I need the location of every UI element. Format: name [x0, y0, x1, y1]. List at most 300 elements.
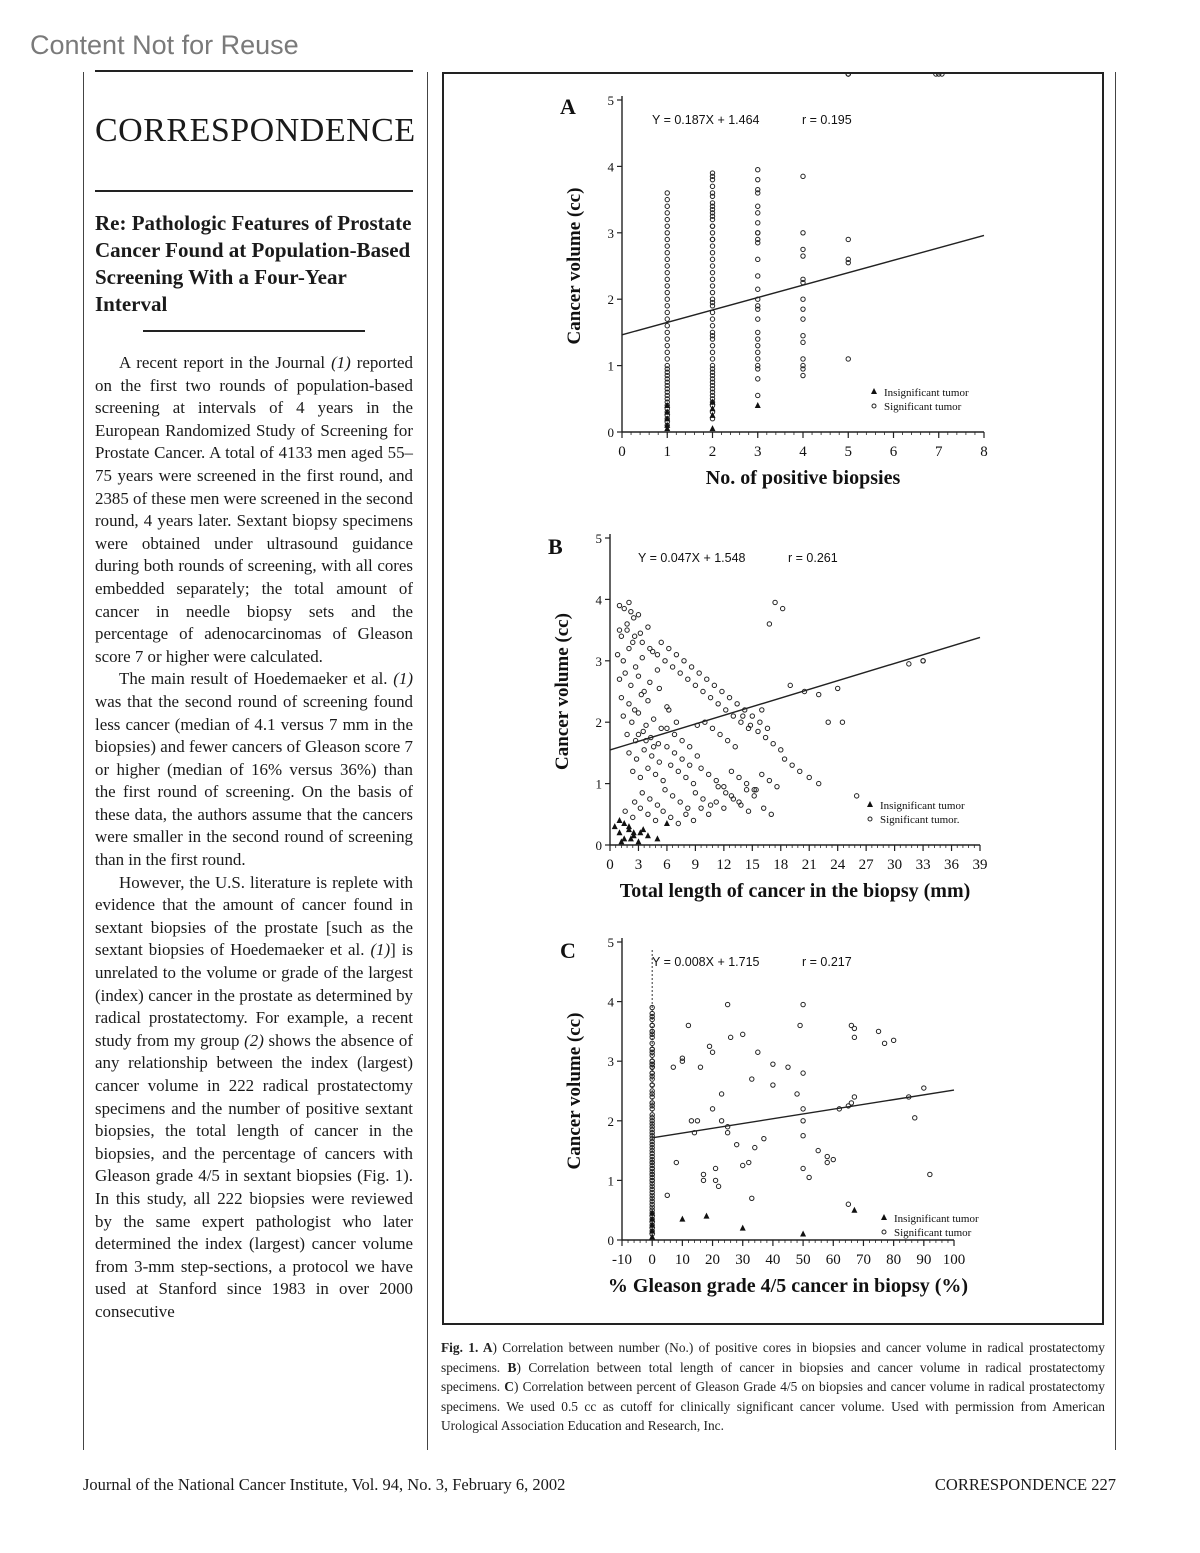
significant-tumor-point — [631, 815, 635, 819]
legend-entry: Insignificant tumor — [884, 387, 969, 399]
significant-tumor-point — [665, 745, 669, 749]
y-tick-label: 1 — [595, 776, 602, 792]
significant-tumor-point — [756, 274, 760, 278]
significant-tumor-point — [665, 264, 669, 268]
significant-tumor-point — [665, 297, 669, 301]
x-tick-label: 60 — [825, 1252, 841, 1268]
significant-tumor-point — [665, 270, 669, 274]
significant-tumor-point — [667, 646, 671, 650]
paragraph-citation: (1) — [370, 940, 391, 960]
x-tick-label: 33 — [915, 857, 931, 873]
significant-tumor-point — [698, 1065, 702, 1069]
significant-tumor-point — [710, 257, 714, 261]
paragraph-citation: (1) — [331, 353, 351, 372]
significant-tumor-point — [646, 766, 650, 770]
significant-tumor-point — [795, 1092, 799, 1096]
significant-tumor-point — [630, 720, 634, 724]
significant-tumor-point — [674, 1160, 678, 1164]
significant-tumor-point — [676, 821, 680, 825]
significant-tumor-point — [831, 1157, 835, 1161]
significant-tumor-point — [665, 224, 669, 228]
significant-tumor-point — [708, 803, 712, 807]
article-headline: Re: Pathologic Features of Prostate Cancer Found at Population-Based Screening With a Four-Year Interval — [95, 211, 412, 316]
legend-triangle-marker — [881, 1214, 887, 1220]
y-tick-label: 5 — [607, 935, 614, 950]
significant-tumor-point — [640, 640, 644, 644]
x-tick-label: 0 — [618, 444, 626, 460]
significant-tumor-point — [786, 1065, 790, 1069]
significant-tumor-point — [882, 1041, 886, 1045]
significant-tumor-point — [801, 1166, 805, 1170]
significant-tumor-point — [631, 640, 635, 644]
significant-tumor-point — [622, 606, 626, 610]
significant-tumor-point — [623, 809, 627, 813]
significant-tumor-point — [653, 818, 657, 822]
section-title: CORRESPONDENCE — [95, 112, 416, 149]
significant-tumor-point — [701, 797, 705, 801]
y-tick-label: 3 — [595, 653, 602, 669]
significant-tumor-point — [665, 343, 669, 347]
significant-tumor-point — [716, 702, 720, 706]
significant-tumor-point — [746, 809, 750, 813]
significant-tumor-point — [750, 714, 754, 718]
significant-tumor-point — [801, 307, 805, 311]
y-tick-label: 5 — [607, 93, 614, 108]
significant-tumor-point — [640, 791, 644, 795]
significant-tumor-point — [713, 1166, 717, 1170]
significant-tumor-point — [638, 806, 642, 810]
significant-tumor-point — [661, 809, 665, 813]
significant-tumor-point — [625, 628, 629, 632]
legend-circle-marker — [882, 1230, 886, 1234]
significant-tumor-point — [665, 357, 669, 361]
significant-tumor-point — [710, 357, 714, 361]
significant-tumor-point — [636, 613, 640, 617]
significant-tumor-point — [686, 806, 690, 810]
significant-tumor-point — [775, 784, 779, 788]
significant-tumor-point — [798, 769, 802, 773]
significant-tumor-point — [638, 775, 642, 779]
significant-tumor-point — [661, 778, 665, 782]
significant-tumor-point — [934, 74, 938, 76]
x-tick-label: 3 — [634, 857, 643, 873]
significant-tumor-point — [678, 800, 682, 804]
significant-tumor-point — [691, 781, 695, 785]
significant-tumor-point — [665, 251, 669, 255]
y-axis-label: Cancer volume (cc) — [552, 613, 573, 770]
y-tick-label: 4 — [595, 592, 602, 608]
x-tick-label: 8 — [980, 444, 988, 460]
significant-tumor-point — [655, 668, 659, 672]
column-divider-right — [1115, 72, 1116, 1450]
insignificant-tumor-point — [616, 817, 622, 823]
significant-tumor-point — [636, 711, 640, 715]
significant-tumor-point — [682, 659, 686, 663]
significant-tumor-point — [665, 317, 669, 321]
significant-tumor-point — [720, 689, 724, 693]
significant-tumor-point — [719, 1119, 723, 1123]
insignificant-tumor-point — [645, 832, 651, 838]
significant-tumor-point — [665, 310, 669, 314]
significant-tumor-point — [710, 317, 714, 321]
significant-tumor-point — [665, 257, 669, 261]
significant-tumor-point — [735, 702, 739, 706]
significant-tumor-point — [676, 769, 680, 773]
significant-tumor-point — [691, 818, 695, 822]
significant-tumor-point — [689, 665, 693, 669]
significant-tumor-point — [756, 377, 760, 381]
correlation-coefficient: r = 0.261 — [788, 551, 838, 565]
significant-tumor-point — [756, 231, 760, 235]
x-tick-label: 9 — [691, 857, 700, 873]
paragraph-citation: (2) — [244, 1030, 264, 1050]
significant-tumor-point — [801, 357, 805, 361]
significant-tumor-point — [686, 677, 690, 681]
significant-tumor-point — [665, 324, 669, 328]
significant-tumor-point — [627, 702, 631, 706]
significant-tumor-point — [741, 1032, 745, 1036]
x-tick-label: 21 — [801, 857, 817, 873]
significant-tumor-point — [710, 277, 714, 281]
significant-tumor-point — [697, 671, 701, 675]
significant-tumor-point — [659, 640, 663, 644]
significant-tumor-point — [699, 806, 703, 810]
significant-tumor-point — [722, 806, 726, 810]
significant-tumor-point — [710, 290, 714, 294]
significant-tumor-point — [710, 224, 714, 228]
significant-tumor-point — [816, 1148, 820, 1152]
significant-tumor-point — [725, 738, 729, 742]
significant-tumor-point — [710, 350, 714, 354]
footer-page: CORRESPONDENCE 227 — [934, 1475, 1116, 1494]
legend-triangle-marker — [867, 801, 873, 807]
panel-label: A — [560, 94, 576, 119]
y-tick-label: 2 — [607, 1113, 614, 1129]
significant-tumor-point — [825, 1160, 829, 1164]
significant-tumor-point — [644, 723, 648, 727]
significant-tumor-point — [629, 609, 633, 613]
footer-journal: Journal of the National Cancer Institute, Vol. 94, No. 3, February 6, 2002 — [83, 1475, 566, 1494]
significant-tumor-point — [665, 237, 669, 241]
body-paragraph: However, the U.S. literature is replete with evidence that the amount of cancer found in sextant biopsies of the prostate [such as the sextant biopsies of Hoedemaeker et al. (1)] is unrelated to the volume or grade of the largest (index) cancer in the prostate as determined by radical prostatectomy. For example, a recent study from my group (2) shows the absence of any relationship between the index (largest) cancer volume in 222 radical prostatectomy specimens and the number of positive sextant biopsies, the total length of cancer in the biopsies, and the percentage of cancers with Gleason grade 4/5 in sextant biopsies (Fig. 1). In this study, all 222 biopsies were reviewed by the same expert pathologist who later determined the index (largest) cancer volume from 3-mm step-sections, a protocol we have used at Stanford since 1983 in over 2000 consecutive — [95, 872, 413, 1321]
significant-tumor-point — [782, 757, 786, 761]
significant-tumor-point — [750, 1077, 754, 1081]
significant-tumor-point — [670, 665, 674, 669]
significant-tumor-point — [724, 791, 728, 795]
body-paragraph: The main result of Hoedemaeker et al. (1) was that the second round of screening found less cancer (median of 4.1 versus 7 mm in the biopsies) and fewer cancers of Gleason score 7 or higher (median of 16% versus 36%) than the first round of screening. On the basis of these data, the authors assume that the cancers were smaller in the second round of screening than in the first round. — [95, 669, 413, 870]
significant-tumor-point — [771, 1083, 775, 1087]
significant-tumor-point — [641, 729, 645, 733]
y-axis-label: Cancer volume (cc) — [564, 187, 585, 345]
significant-tumor-point — [665, 330, 669, 334]
significant-tumor-point — [665, 284, 669, 288]
significant-tumor-point — [617, 603, 621, 607]
significant-tumor-point — [758, 720, 762, 724]
significant-tumor-point — [625, 622, 629, 626]
significant-tumor-point — [852, 1095, 856, 1099]
significant-tumor-point — [710, 324, 714, 328]
significant-tumor-point — [669, 815, 673, 819]
title-rule — [95, 190, 413, 192]
significant-tumor-point — [710, 284, 714, 288]
significant-tumor-point — [642, 748, 646, 752]
significant-tumor-point — [665, 204, 669, 208]
y-tick-label: 3 — [607, 1054, 614, 1070]
significant-tumor-point — [849, 1023, 853, 1027]
significant-tumor-point — [790, 763, 794, 767]
significant-tumor-point — [801, 340, 805, 344]
figure-1 — [442, 72, 1104, 1325]
significant-tumor-point — [801, 1071, 805, 1075]
significant-tumor-point — [760, 708, 764, 712]
significant-tumor-point — [710, 264, 714, 268]
y-tick-label: 4 — [607, 994, 614, 1010]
significant-tumor-point — [744, 788, 748, 792]
y-tick-label: 5 — [595, 531, 602, 546]
significant-tumor-point — [725, 1002, 729, 1006]
significant-tumor-point — [680, 738, 684, 742]
significant-tumor-point — [756, 1050, 760, 1054]
significant-tumor-point — [801, 254, 805, 258]
significant-tumor-point — [631, 769, 635, 773]
y-tick-label: 1 — [607, 1173, 614, 1189]
watermark: Content Not for Reuse — [30, 30, 299, 60]
insignificant-tumor-point — [616, 829, 622, 835]
insignificant-tumor-point — [740, 1225, 746, 1231]
significant-tumor-point — [752, 794, 756, 798]
significant-tumor-point — [701, 689, 705, 693]
x-tick-label: 100 — [942, 1252, 966, 1268]
significant-tumor-point — [655, 652, 659, 656]
significant-tumor-point — [825, 1154, 829, 1158]
insignificant-tumor-point — [626, 823, 632, 829]
panel-label: C — [560, 938, 576, 963]
x-tick-label: 4 — [799, 444, 807, 460]
top-rule — [95, 70, 413, 72]
significant-tumor-point — [627, 751, 631, 755]
significant-tumor-point — [733, 745, 737, 749]
article-body — [95, 352, 413, 1324]
significant-tumor-point — [714, 800, 718, 804]
significant-tumor-point — [687, 745, 691, 749]
significant-tumor-point — [773, 600, 777, 604]
significant-tumor-point — [625, 732, 629, 736]
x-tick-label: 39 — [972, 857, 988, 873]
significant-tumor-point — [756, 177, 760, 181]
significant-tumor-point — [621, 714, 625, 718]
significant-tumor-point — [650, 754, 654, 758]
y-tick-label: 2 — [595, 715, 602, 731]
x-tick-label: 30 — [887, 857, 903, 873]
caption-label: Fig. 1. A — [441, 1340, 493, 1355]
y-tick-label: 1 — [607, 358, 614, 374]
insignificant-tumor-point — [612, 823, 618, 829]
significant-tumor-point — [621, 659, 625, 663]
significant-tumor-point — [731, 714, 735, 718]
significant-tumor-point — [928, 1172, 932, 1176]
significant-tumor-point — [940, 74, 944, 76]
significant-tumor-point — [756, 287, 760, 291]
significant-tumor-point — [835, 686, 839, 690]
significant-tumor-point — [632, 616, 636, 620]
significant-tumor-point — [674, 720, 678, 724]
significant-tumor-point — [693, 683, 697, 687]
significant-tumor-point — [725, 1131, 729, 1135]
x-tick-label: 27 — [858, 857, 874, 873]
significant-tumor-point — [710, 244, 714, 248]
significant-tumor-point — [807, 775, 811, 779]
x-tick-label: 3 — [754, 444, 762, 460]
significant-tumor-point — [710, 726, 714, 730]
x-tick-label: 20 — [705, 1252, 721, 1268]
caption-label: C — [504, 1379, 514, 1395]
insignificant-tumor-point — [621, 820, 627, 826]
significant-tumor-point — [788, 683, 792, 687]
significant-tumor-point — [680, 1059, 684, 1063]
y-tick-label: 0 — [595, 838, 602, 853]
significant-tumor-point — [672, 751, 676, 755]
y-tick-label: 4 — [607, 159, 614, 175]
headline-rule — [143, 330, 365, 332]
figure-caption: Fig. 1. A) Correlation between number (No.) of positive cores in biopsies and cancer volume in radical prostatectomy specimens. B) Correlation between total length of cancer in biopsies and cancer volume in radical prostatectomy specimens. C) Correlation between percent of Gleason Grade 4/5 on biopsies and cancer volume in radical prostatectomy specimens. We used 0.5 cc as cutoff for clinically significant cancer volume. Used with permission from American Urological Association Education and Research, Inc. — [441, 1340, 1105, 1434]
significant-tumor-point — [728, 1035, 732, 1039]
significant-tumor-point — [706, 812, 710, 816]
y-tick-label: 2 — [607, 292, 614, 308]
significant-tumor-point — [638, 631, 642, 635]
significant-tumor-point — [771, 741, 775, 745]
significant-tumor-point — [707, 1044, 711, 1048]
significant-tumor-point — [665, 337, 669, 341]
significant-tumor-point — [706, 772, 710, 776]
significant-tumor-point — [693, 791, 697, 795]
significant-tumor-point — [705, 677, 709, 681]
significant-tumor-point — [657, 760, 661, 764]
significant-tumor-point — [762, 1136, 766, 1140]
significant-tumor-point — [756, 330, 760, 334]
significant-tumor-point — [627, 600, 631, 604]
significant-tumor-point — [724, 708, 728, 712]
significant-tumor-point — [846, 74, 850, 76]
significant-tumor-point — [756, 337, 760, 341]
legend-triangle-marker — [871, 388, 877, 394]
significant-tumor-point — [689, 1119, 693, 1123]
significant-tumor-point — [722, 784, 726, 788]
insignificant-tumor-point — [631, 829, 637, 835]
x-axis-label: No. of positive biopsies — [705, 467, 901, 489]
x-tick-label: 7 — [935, 444, 943, 460]
significant-tumor-point — [741, 714, 745, 718]
significant-tumor-point — [849, 1101, 853, 1105]
significant-tumor-point — [739, 720, 743, 724]
regression-line — [610, 637, 980, 750]
significant-tumor-point — [710, 1107, 714, 1111]
significant-tumor-point — [801, 247, 805, 251]
significant-tumor-point — [665, 191, 669, 195]
significant-tumor-point — [747, 1160, 751, 1164]
significant-tumor-point — [633, 665, 637, 669]
legend-entry: Insignificant tumor — [894, 1213, 979, 1225]
significant-tumor-point — [687, 763, 691, 767]
significant-tumor-point — [913, 1116, 917, 1120]
x-tick-label: 1 — [663, 444, 671, 460]
correlation-coefficient: r = 0.195 — [802, 113, 852, 127]
significant-tumor-point — [619, 695, 623, 699]
x-tick-label: 6 — [889, 444, 898, 460]
significant-tumor-point — [756, 204, 760, 208]
significant-tumor-point — [801, 1107, 805, 1111]
significant-tumor-point — [714, 778, 718, 782]
significant-tumor-point — [640, 656, 644, 660]
significant-tumor-point — [615, 652, 619, 656]
significant-tumor-point — [671, 1065, 675, 1069]
x-tick-label: 24 — [830, 857, 846, 873]
significant-tumor-point — [817, 692, 821, 696]
significant-tumor-point — [636, 674, 640, 678]
significant-tumor-point — [648, 646, 652, 650]
insignificant-tumor-point — [679, 1216, 685, 1222]
significant-tumor-point — [695, 1119, 699, 1123]
significant-tumor-point — [756, 211, 760, 215]
significant-tumor-point — [767, 778, 771, 782]
x-tick-label: 2 — [708, 444, 717, 460]
significant-tumor-point — [767, 622, 771, 626]
significant-tumor-point — [760, 772, 764, 776]
x-tick-label: 6 — [663, 857, 671, 873]
significant-tumor-point — [763, 735, 767, 739]
insignificant-tumor-point — [664, 820, 670, 826]
significant-tumor-point — [710, 251, 714, 255]
x-tick-label: 5 — [844, 444, 852, 460]
significant-tumor-point — [719, 1092, 723, 1096]
significant-tumor-point — [710, 310, 714, 314]
significant-tumor-point — [756, 221, 760, 225]
significant-tumor-point — [656, 741, 660, 745]
regression-line — [652, 1090, 954, 1138]
body-paragraph: A recent report in the Journal (1) reported on the first two rounds of population-based screening at intervals of 4 years in the European Randomized Study of Screening for Prostate Cancer. A total of 4133 men aged 55–75 years were screened in the first round, and 2385 of these men were screened in the second round, 4 years later. Sextant biopsy specimens were obtained under ultrasound guidance during both rounds of screening, with all cores embedded separately; the total amount of cancer in needle biopsy sets and the percentage of adenocarcinomas of Gleason score 7 or higher were calculated. — [95, 353, 413, 666]
significant-tumor-point — [665, 217, 669, 221]
significant-tumor-point — [779, 748, 783, 752]
significant-tumor-point — [727, 695, 731, 699]
significant-tumor-point — [710, 231, 714, 235]
significant-tumor-point — [756, 350, 760, 354]
x-tick-label: 30 — [735, 1252, 751, 1268]
significant-tumor-point — [708, 695, 712, 699]
significant-tumor-point — [678, 671, 682, 675]
regression-equation: Y = 0.008X + 1.715 — [652, 955, 760, 969]
significant-tumor-point — [840, 720, 844, 724]
significant-tumor-point — [756, 357, 760, 361]
significant-tumor-point — [701, 1172, 705, 1176]
significant-tumor-point — [634, 757, 638, 761]
significant-tumor-point — [907, 662, 911, 666]
significant-tumor-point — [801, 297, 805, 301]
significant-tumor-point — [627, 646, 631, 650]
significant-tumor-point — [665, 277, 669, 281]
insignificant-tumor-point — [851, 1207, 857, 1213]
significant-tumor-point — [669, 763, 673, 767]
significant-tumor-point — [663, 788, 667, 792]
significant-tumor-point — [876, 1029, 880, 1033]
insignificant-tumor-point — [635, 838, 641, 844]
x-tick-label: 36 — [944, 857, 960, 873]
significant-tumor-point — [801, 1002, 805, 1006]
insignificant-tumor-point — [654, 835, 660, 841]
legend-circle-marker — [868, 817, 872, 821]
significant-tumor-point — [665, 1193, 669, 1197]
x-tick-label: 15 — [744, 857, 760, 873]
significant-tumor-point — [663, 659, 667, 663]
regression-equation: Y = 0.047X + 1.548 — [638, 551, 746, 565]
